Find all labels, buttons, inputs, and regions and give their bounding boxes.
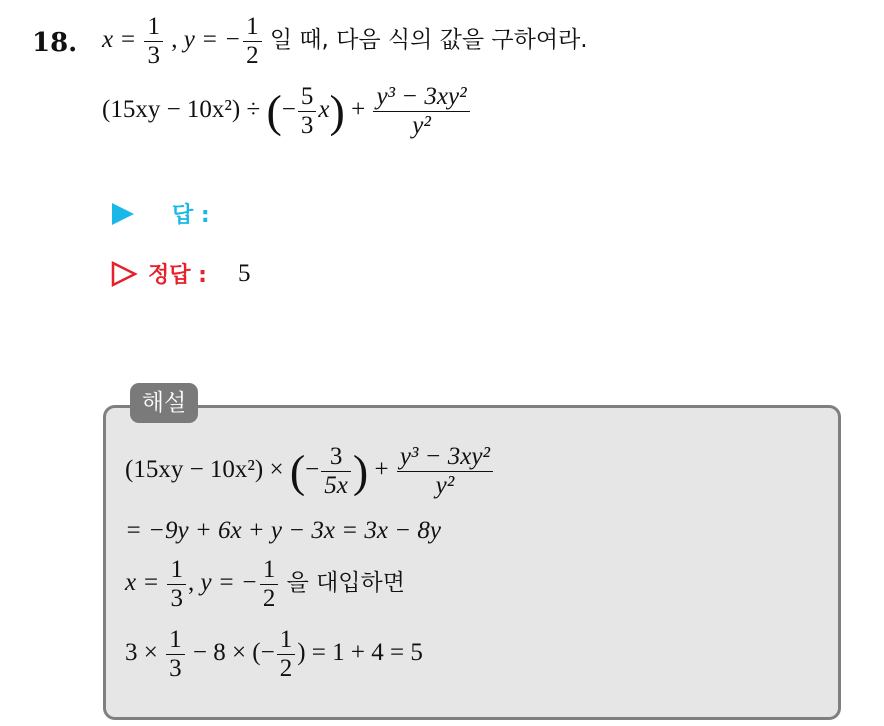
question-prompt: 일 때, 다음 식의 값을 구하여라.	[269, 27, 588, 54]
solution-tab: 해설	[130, 383, 198, 423]
play-triangle-outline-icon	[110, 260, 138, 288]
play-triangle-icon	[110, 201, 136, 227]
fraction-numerator: 1	[243, 14, 262, 42]
sol1-close-paren: )	[352, 445, 369, 497]
sol3-y-fraction	[260, 557, 279, 612]
answer-label: 답 :	[172, 203, 210, 228]
fraction-denominator: 3	[300, 112, 314, 139]
fraction-numerator: 3	[321, 444, 351, 472]
sol1-neg: −	[305, 456, 320, 484]
expr-var: x	[318, 96, 330, 124]
fraction-denominator: 3	[169, 655, 182, 682]
question-number: 18.	[32, 28, 78, 58]
solution-line-3	[125, 557, 405, 612]
correct-answer-label: 정답 :	[148, 263, 207, 288]
cond-x: x =	[102, 26, 137, 54]
fraction-numerator: y³ − 3xy²	[397, 444, 493, 472]
sol4-fraction-1	[166, 627, 185, 682]
sol3-y: y = −	[200, 569, 258, 597]
question-condition	[102, 14, 588, 69]
cond-x-fraction	[144, 14, 163, 69]
correct-answer-value: 5	[238, 260, 251, 287]
sol2-text: = −9y + 6x + y − 3x = 3x − 8y	[125, 517, 441, 544]
sol4-fraction-2	[277, 627, 296, 682]
sol3-text: 을 대입하면	[286, 570, 405, 597]
fraction-denominator: 2	[246, 42, 259, 69]
fraction-denominator: 3	[170, 585, 183, 612]
fraction-numerator: 1	[260, 557, 279, 585]
fraction-denominator: y²	[435, 472, 455, 499]
solution-line-1	[125, 444, 495, 499]
solution-line-2	[125, 517, 441, 545]
fraction-denominator: y²	[412, 112, 431, 139]
question-expression	[102, 84, 472, 139]
correct-answer-row	[110, 257, 410, 291]
expr-part1: (15xy − 10x²) ÷	[102, 96, 261, 124]
sol1-plus: +	[374, 456, 389, 484]
sol1-fraction	[321, 444, 351, 499]
fraction-numerator: 1	[277, 627, 296, 655]
answer-row	[110, 197, 410, 229]
expr-fraction	[298, 84, 317, 139]
expr-plus: +	[351, 96, 366, 124]
sol3-x-fraction	[167, 557, 186, 612]
expr-close-paren: )	[329, 85, 345, 137]
fraction-numerator: y³ − 3xy²	[373, 84, 469, 112]
cond-y: y = −	[183, 26, 242, 54]
sol4-part3: ) = 1 + 4 = 5	[297, 639, 423, 667]
sol1-open-paren: (	[289, 445, 306, 497]
fraction-numerator: 5	[298, 84, 317, 112]
sol3-x: x =	[125, 569, 160, 597]
fraction-numerator: 1	[166, 627, 185, 655]
sol4-part1: 3 ×	[125, 639, 158, 667]
fraction-denominator: 3	[147, 42, 160, 69]
sol3-separator: ,	[187, 569, 195, 597]
solution-line-4	[125, 627, 423, 682]
fraction-denominator: 2	[279, 655, 293, 682]
cond-separator: ,	[171, 26, 178, 54]
sol4-part2: − 8 × (−	[192, 639, 275, 667]
expr-neg: −	[281, 96, 296, 124]
fraction-numerator: 1	[167, 557, 186, 585]
fraction-numerator: 1	[144, 14, 163, 42]
sol1-part1: (15xy − 10x²) ×	[125, 456, 284, 484]
expr-fraction-2	[373, 84, 469, 139]
fraction-denominator: 2	[262, 585, 276, 612]
sol1-fraction-2	[397, 444, 493, 499]
cond-y-fraction	[243, 14, 262, 69]
expr-open-paren: (	[266, 85, 282, 137]
fraction-denominator: 5x	[324, 472, 348, 499]
